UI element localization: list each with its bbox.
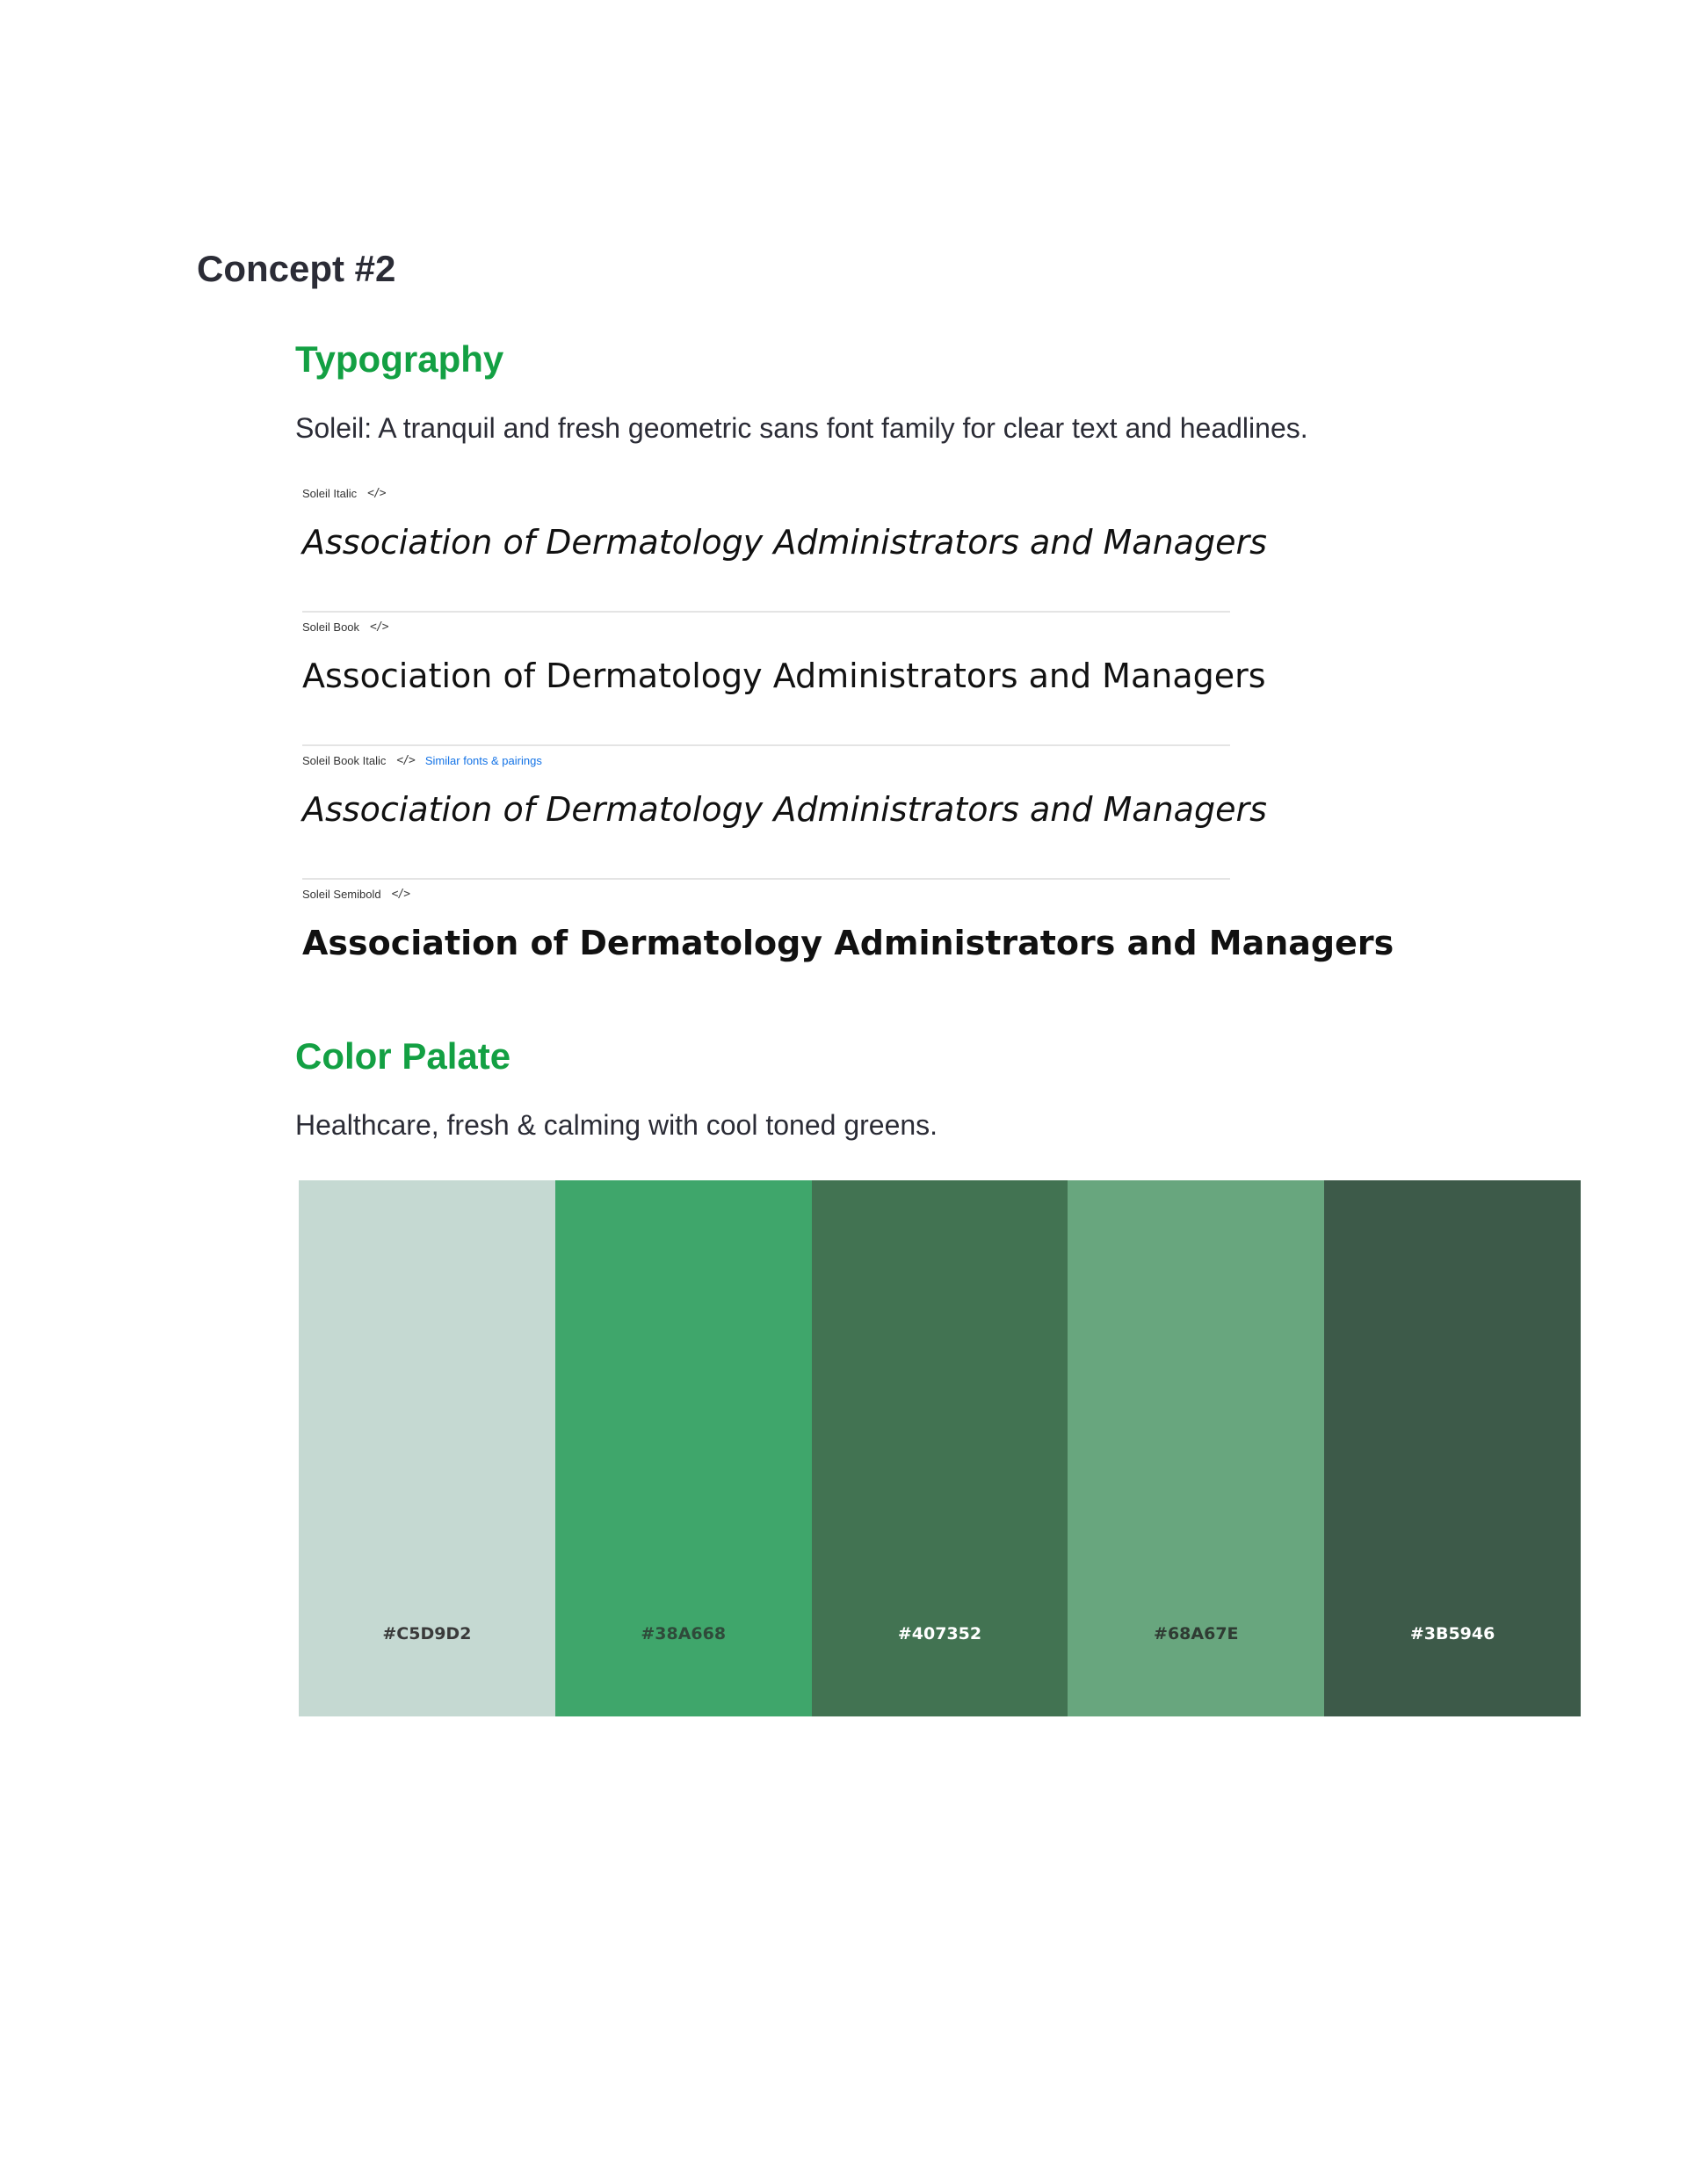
font-meta	[302, 484, 386, 502]
font-name-label: Soleil Book Italic	[302, 753, 387, 767]
code-icon[interactable]: </>	[391, 887, 410, 901]
code-icon[interactable]: </>	[370, 620, 388, 634]
font-meta	[302, 885, 409, 903]
color-palette-heading: Color Palate	[295, 1035, 511, 1077]
swatch-hex-label: #C5D9D2	[382, 1624, 472, 1643]
color-palette	[299, 1180, 1581, 1716]
font-name-label: Soleil Book	[302, 620, 360, 634]
similar-fonts-link[interactable]: Similar fonts & pairings	[424, 753, 542, 767]
swatch-hex-label: #407352	[897, 1624, 982, 1643]
font-name-label: Soleil Semibold	[302, 887, 381, 901]
font-sample-text: Association of Dermatology Administrators and Managers	[302, 657, 1266, 695]
swatch-hex-label: #68A67E	[1154, 1624, 1239, 1643]
swatch-hex-label: #3B5946	[1409, 1624, 1495, 1643]
font-row-soleil-book-italic	[302, 746, 1267, 880]
concept-title: Concept #2	[197, 248, 396, 289]
color-palette-description: Healthcare, fresh & calming with cool toned greens.	[295, 1109, 938, 1141]
typography-description: Soleil: A tranquil and fresh geometric sans font family for clear text and headlines.	[295, 412, 1308, 444]
font-meta	[302, 751, 542, 769]
color-swatch	[812, 1180, 1068, 1716]
font-row-soleil-book	[302, 613, 1266, 746]
font-row-soleil-italic	[302, 479, 1267, 613]
font-sample-text: Association of Dermatology Administrators and Managers	[302, 790, 1267, 829]
code-icon[interactable]: </>	[367, 486, 386, 500]
swatch-hex-label: #38A668	[641, 1624, 727, 1643]
color-swatch	[1324, 1180, 1581, 1716]
font-meta	[302, 618, 388, 635]
color-swatch	[1068, 1180, 1324, 1716]
font-sample-text: Association of Dermatology Administrators and Managers	[302, 523, 1267, 562]
font-row-soleil-semibold	[302, 880, 1394, 1013]
code-icon[interactable]: </>	[396, 753, 415, 767]
font-name-label: Soleil Italic	[302, 486, 358, 500]
font-sample-text: Association of Dermatology Administrators and Managers	[302, 924, 1394, 962]
font-list	[302, 479, 1394, 1013]
color-swatch	[299, 1180, 555, 1716]
typography-heading: Typography	[295, 338, 504, 380]
color-swatch	[555, 1180, 812, 1716]
